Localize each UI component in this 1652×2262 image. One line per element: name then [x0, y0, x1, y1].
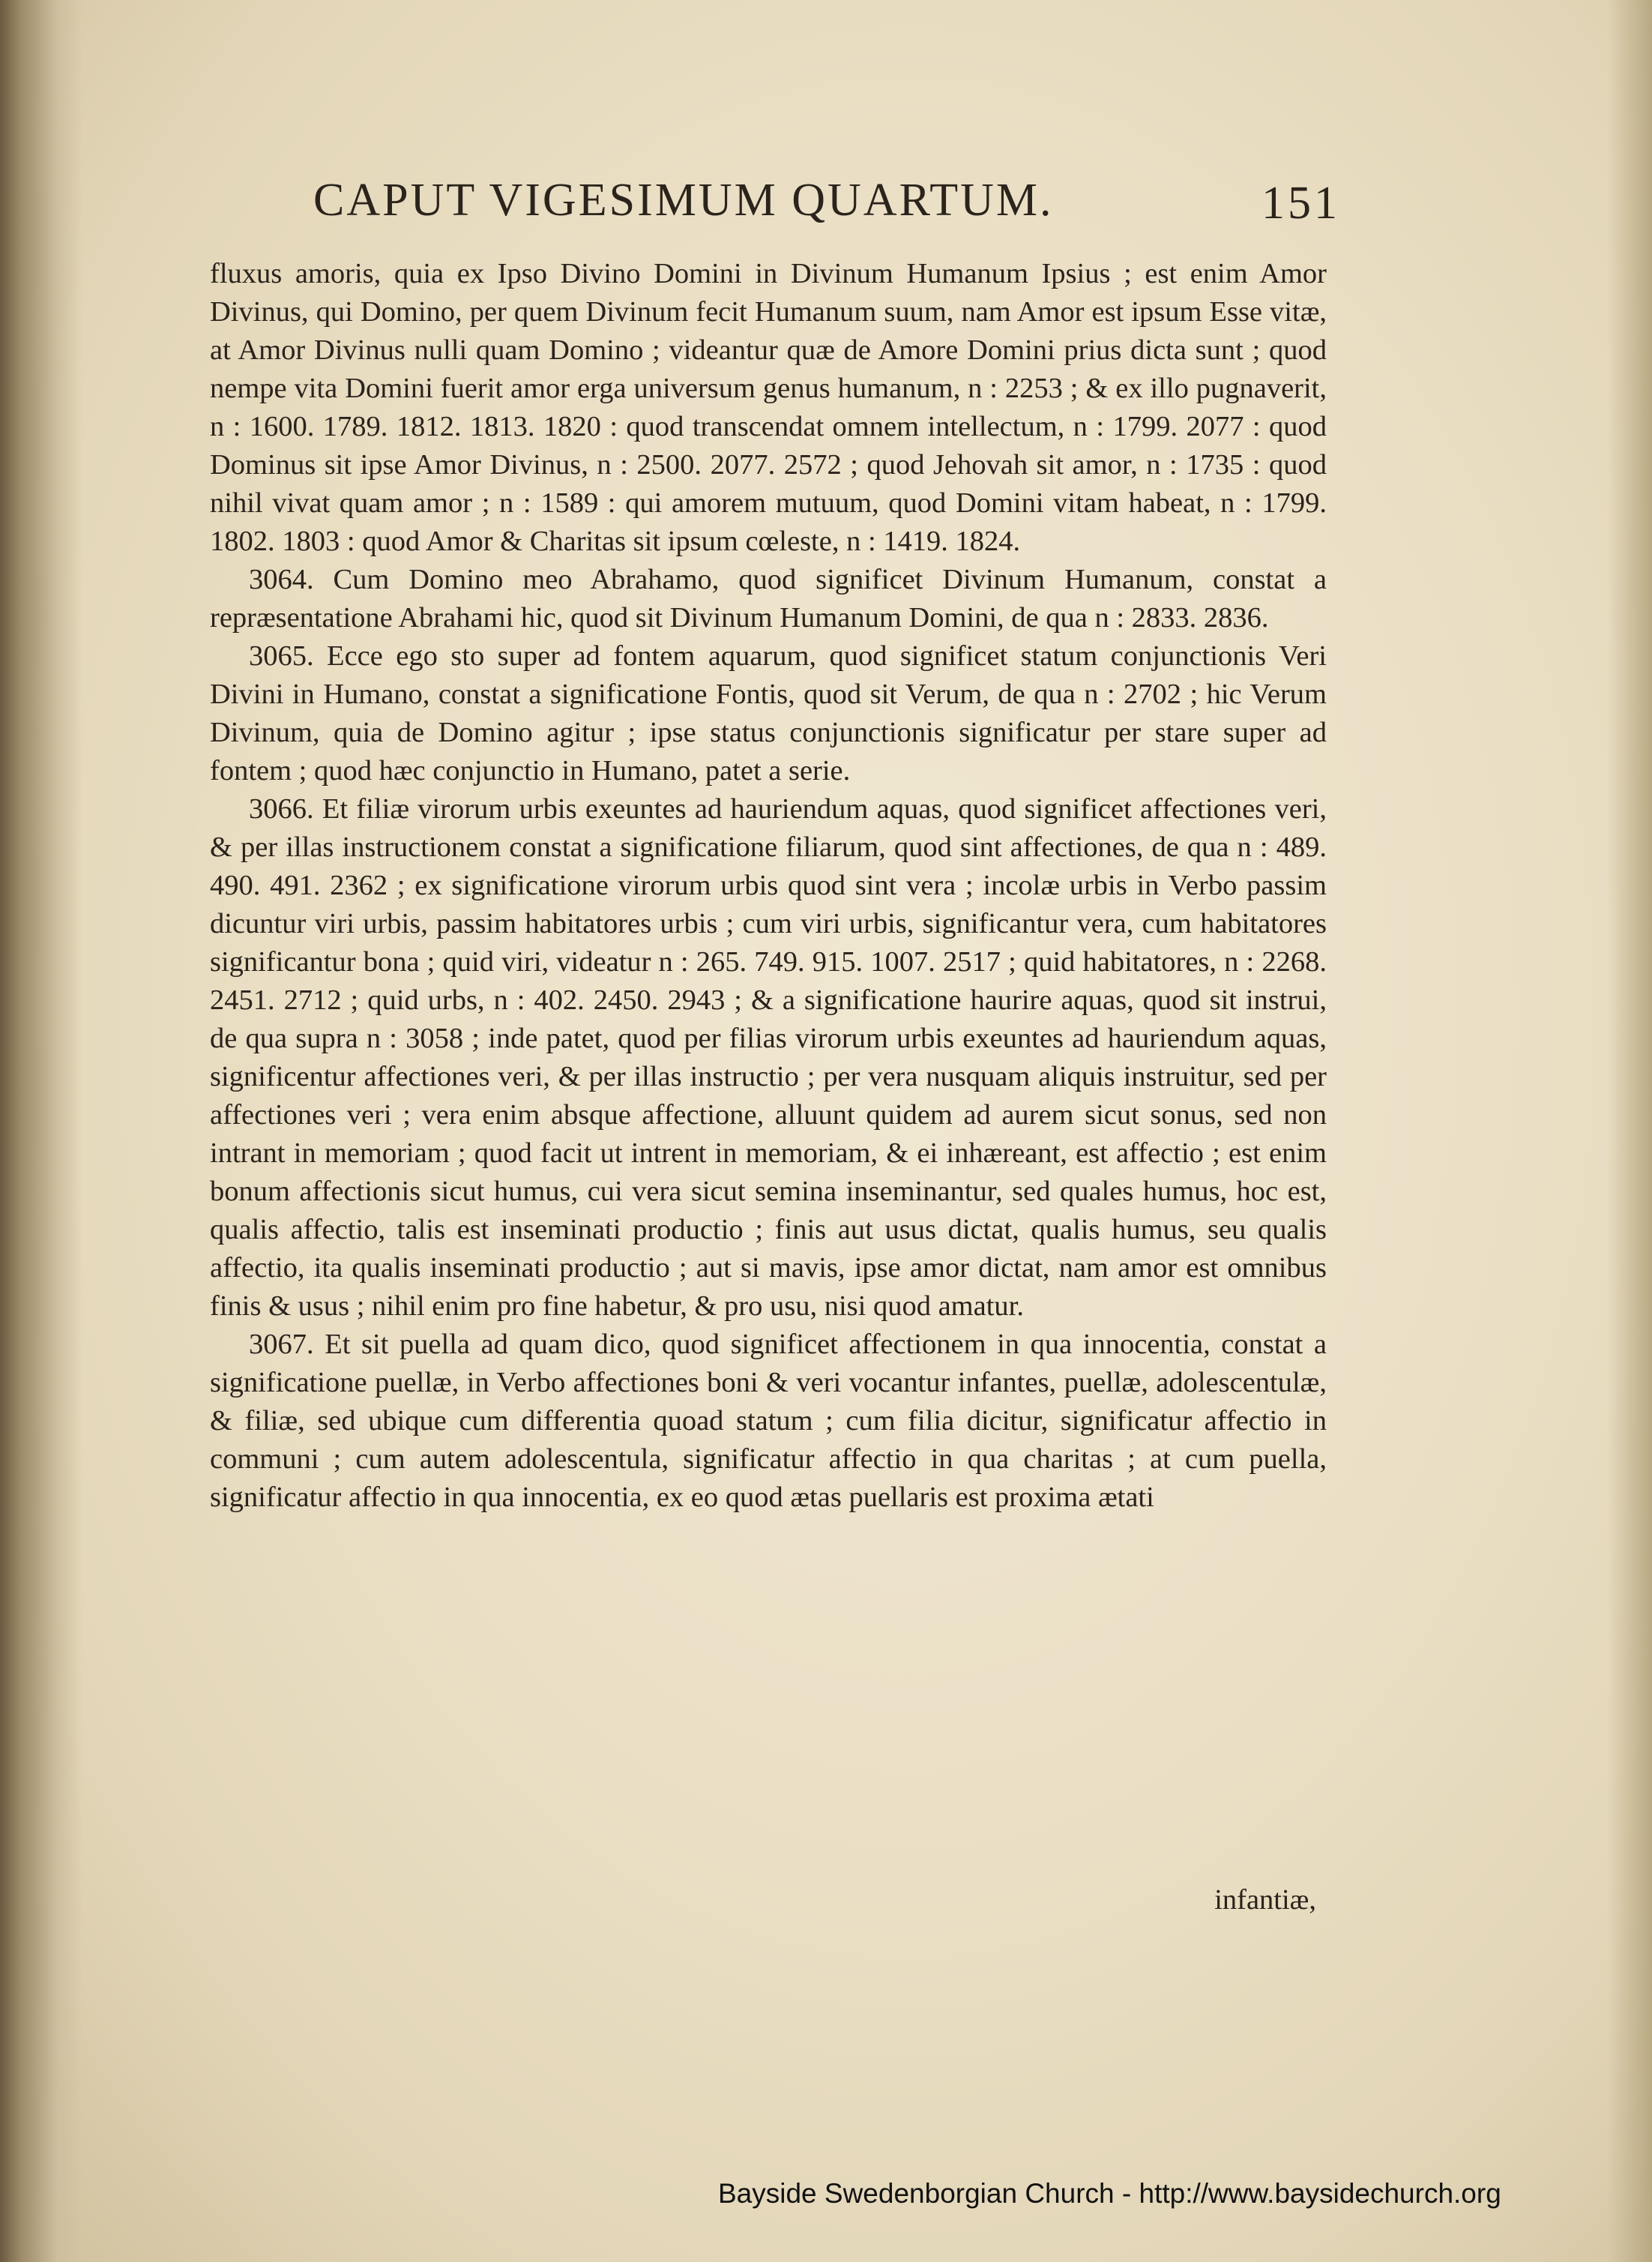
- paragraph-3066: 3066. Et filiæ virorum urbis exeuntes ad hauriendum aquas, quod significet affectiones veri, & per illas instructionem constat a significatione filiarum, quod sint affectiones, de qua n : 489. 490. 491. 2362 ; ex significatione virorum urbis quod sint vera ; incolæ urbis in Verbo passim dicuntur viri urbis, passim habitatores urbis ; cum viri urbis, significantur vera, cum habitatores significantur bona ; quid viri, videatur n : 265. 749. 915. 1007. 2517 ; quid habitatores, n : 2268. 2451. 2712 ; quid urbs, n : 402. 2450. 2943 ; & a significatione haurire aquas, quod sit instrui, de qua supra n : 3058 ; inde patet, quod per filias virorum urbis exeuntes ad hauriendum aquas, significentur affectiones veri, & per illas instructio ; per vera nusquam aliquis instruitur, sed per affectiones veri ; vera enim absque affectione, alluunt quidem ad aurem sicut sonus, sed non intrant in memoriam ; quod facit ut intrent in memoriam, & ei inhæreant, est affectio ; est enim bonum affectionis sicut humus, cui vera sicut semina inseminantur, sed quales humus, hoc est, qualis affectio, talis est inseminati productio ; finis aut usus dictat, qualis humus, seu qualis affectio, ita qualis inseminati productio ; aut si mavis, ipse amor dictat, nam amor est omnibus finis & usus ; nihil enim pro fine habetur, & pro usu, nisi quod amatur.: [210, 793, 1327, 1322]
- watermark-text: Bayside Swedenborgian Church - http://www.baysidechurch.org: [718, 2178, 1501, 2209]
- binding-shadow: [0, 0, 82, 2262]
- running-title: CAPUT VIGESIMUM QUARTUM.: [313, 175, 1054, 226]
- running-header: [313, 174, 1340, 241]
- paragraph-continued: fluxus amoris, quia ex Ipso Divino Domini in Divinum Humanum Ipsius ; est enim Amor Divinus, qui Domino, per quem Divinum fecit Humanum suum, nam Amor est ipsum Esse vitæ, at Amor Divinus nulli quam Domino ; videantur quæ de Amore Domini prius dicta sunt ; quod nempe vita Domini fuerit amor erga universum genus humanum, n : 2253 ; & ex illo pugnaverit, n : 1600. 1789. 1812. 1813. 1820 : quod transcendat omnem intellectum, n : 1799. 2077 : quod Dominus sit ipse Amor Divinus, n : 2500. 2077. 2572 ; quod Jehovah sit amor, n : 1735 : quod nihil vivat quam amor ; n : 1589 : qui amorem mutuum, quod Domini vitam habeat, n : 1799. 1802. 1803 : quod Amor & Charitas sit ipsum cœleste, n : 1419. 1824.: [210, 258, 1327, 557]
- catchword: infantiæ,: [1214, 1884, 1316, 1916]
- page-number: 151: [1261, 178, 1340, 229]
- paragraph-3065: 3065. Ecce ego sto super ad fontem aquarum, quod significet statum conjunctionis Veri Divini in Humano, constat a significatione Fontis, quod sit Verum, de qua n : 2702 ; hic Verum Divinum, quia de Domino agitur ; ipse status conjunctionis significatur per stare super ad fontem ; quod hæc conjunctio in Humano, patet a serie.: [210, 640, 1327, 786]
- body-text: [210, 255, 1327, 1517]
- paragraph-3067: 3067. Et sit puella ad quam dico, quod significet affectionem in qua innocentia, constat a significatione puellæ, in Verbo affectiones boni & veri vocantur infantes, puellæ, adolescentulæ, & filiæ, sed ubique cum differentia quoad statum ; cum filia dicitur, significatur affectio in communi ; cum autem adolescentula, significatur affectio in qua charitas ; at cum puella, significatur affectio in qua innocentia, ex eo quod ætas puellaris est proxima ætati: [210, 1329, 1327, 1513]
- paragraph-3064: 3064. Cum Domino meo Abrahamo, quod significet Divinum Humanum, constat a repræsentatione Abrahami hic, quod sit Divinum Humanum Domini, de qua n : 2833. 2836.: [210, 564, 1327, 634]
- page-edge-shadow: [1607, 0, 1652, 2262]
